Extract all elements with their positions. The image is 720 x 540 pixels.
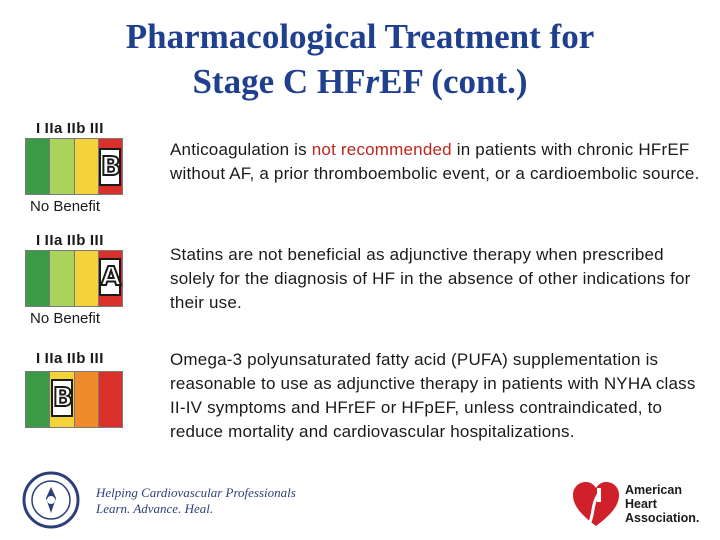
cor-header-3: I IIa IIb III [36, 350, 104, 367]
cor-header-1: I IIa IIb III [36, 120, 104, 137]
aha-wordmark: American Heart Association. [625, 483, 700, 525]
cor-bars-3 [25, 371, 123, 428]
recommendation-2-text: Statins are not beneficial as adjunctive therapy when prescribed solely for the diagnosis of HF in the absence of other indications for their use. [170, 245, 691, 312]
acc-tagline: Helping Cardiovascular Professionals Learn. Advance. Heal. [96, 485, 296, 516]
cor-label-1: No Benefit [30, 198, 101, 215]
cor-header-2: I IIa IIb III [36, 232, 104, 249]
class-iib-bar [75, 139, 99, 194]
title-line-1: Pharmacological Treatment for [125, 17, 595, 56]
class-iii-bar [99, 372, 122, 427]
cor-label-2: No Benefit [30, 310, 101, 327]
loe-badge-1: B [99, 148, 121, 186]
slide-title [40, 14, 680, 104]
loe-badge-2: A [99, 258, 121, 296]
class-iib-bar [75, 372, 99, 427]
recommendation-3-text: Omega-3 polyunsaturated fatty acid (PUFA) supplementation is reasonable to use as adjunctive therapy in patients with NYHA class II-IV symptoms and HFrEF or HFpEF, unless contraindicated, to reduce mortality and cardiovascular hospitalizations. [170, 350, 696, 441]
class-iia-bar [50, 251, 74, 306]
highlight-not-recommended: not recommended [311, 140, 452, 159]
class-i-bar [26, 139, 50, 194]
loe-badge-3: B [51, 379, 73, 417]
class-iib-bar [75, 251, 99, 306]
recommendation-1-text: Anticoagulation is not recommended in patients with chronic HFrEF without AF, a prior thromboembolic event, or a cardioembolic source. [170, 140, 700, 183]
class-i-bar [26, 251, 50, 306]
title-line-2: Stage C HFrEF (cont.) [192, 62, 528, 101]
class-iia-bar [50, 139, 74, 194]
aha-heart-icon [570, 478, 622, 530]
class-i-bar [26, 372, 50, 427]
acc-seal-icon [22, 471, 80, 529]
